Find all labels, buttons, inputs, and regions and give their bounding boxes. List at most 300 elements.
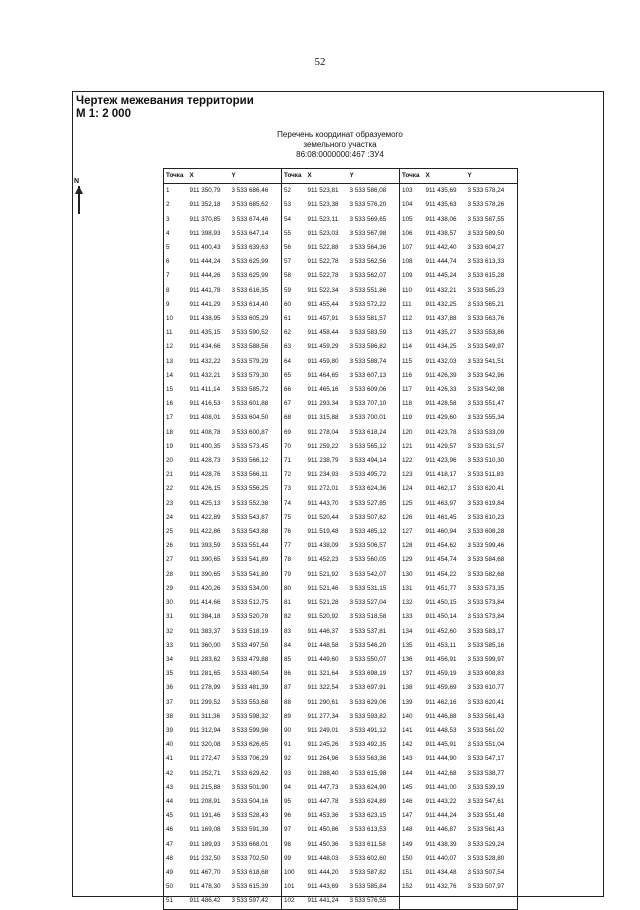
x-coordinate-cell: 911 438,57: [425, 229, 457, 237]
x-coordinate-cell: 911 411,14: [189, 386, 221, 394]
y-coordinate-cell: 3 533 527,85: [349, 499, 387, 507]
x-coordinate-cell: 911 521,28: [307, 599, 339, 607]
y-coordinate-cell: 3 533 510,30: [467, 457, 505, 465]
x-coordinate-cell: 911 422,86: [189, 528, 221, 536]
point-number-cell: 78: [282, 553, 306, 567]
y-coordinate-cell: 3 533 561,02: [467, 726, 505, 734]
y-coordinate-cell: 3 533 618,68: [231, 868, 269, 876]
y-coordinate-cell: 3 533 528,43: [231, 812, 269, 820]
point-number-cell: 61: [282, 312, 306, 326]
y-coordinate-cell: 3 533 479,88: [231, 655, 269, 663]
point-number-cell: 68: [282, 411, 306, 425]
y-coordinate-cell: 3 533 685,62: [231, 201, 269, 209]
y-coordinate-cell: 3 533 543,88: [231, 528, 269, 536]
point-number-cell: 44: [166, 797, 174, 805]
x-coordinate-cell: 911 444,20: [307, 868, 339, 876]
point-number-cell: 9: [166, 300, 170, 308]
point-number-cell: 108: [400, 255, 424, 269]
x-coordinate-cell: 911 521,92: [307, 570, 339, 578]
point-number-cell: 17: [166, 414, 174, 422]
y-coordinate-cell: 3 533 550,07: [349, 655, 387, 663]
table-row: [164, 667, 518, 681]
y-coordinate-cell: 3 533 565,21: [467, 300, 505, 308]
x-coordinate-cell: 911 191,46: [189, 812, 221, 820]
point-number-cell: 64: [282, 355, 306, 369]
x-coordinate-cell: 911 451,77: [425, 584, 457, 592]
y-coordinate-cell: 3 533 702,50: [231, 854, 269, 862]
x-coordinate-cell: 911 423,78: [425, 428, 457, 436]
point-number-cell: 8: [166, 286, 170, 294]
x-coordinate-cell: 911 370,85: [189, 215, 221, 223]
point-number-cell: 99: [282, 852, 306, 866]
y-coordinate-cell: 3 533 581,57: [349, 315, 387, 323]
point-number-cell: 91: [282, 738, 306, 752]
point-number-cell: 19: [166, 442, 174, 450]
x-coordinate-cell: 911 208,91: [189, 797, 221, 805]
point-number-cell: 100: [282, 866, 306, 880]
y-coordinate-cell: 3 533 587,82: [349, 868, 387, 876]
point-number-cell: 152: [400, 880, 424, 894]
y-coordinate-cell: 3 533 541,51: [467, 357, 505, 365]
x-coordinate-cell: 911 443,22: [425, 797, 457, 805]
x-coordinate-cell: 911 272,47: [189, 755, 221, 763]
y-coordinate-cell: 3 533 531,57: [467, 442, 505, 450]
y-coordinate-cell: 3 533 598,32: [231, 712, 269, 720]
point-number-cell: 90: [282, 724, 306, 738]
y-coordinate-cell: 3 533 506,57: [349, 542, 387, 550]
y-coordinate-cell: 3 533 495,72: [349, 471, 387, 479]
header-x: X: [306, 169, 348, 184]
x-coordinate-cell: 911 521,46: [307, 584, 339, 592]
point-number-cell: 124: [400, 482, 424, 496]
y-coordinate-cell: 3 533 518,19: [231, 627, 269, 635]
point-number-cell: 139: [400, 696, 424, 710]
x-coordinate-cell: 911 450,15: [425, 599, 457, 607]
point-number-cell: 15: [166, 386, 174, 394]
y-coordinate-cell: 3 533 647,14: [231, 229, 269, 237]
point-number-cell: 127: [400, 525, 424, 539]
x-coordinate-cell: 911 454,74: [425, 556, 457, 564]
point-number-cell: 87: [282, 681, 306, 695]
table-row: [164, 852, 518, 866]
point-number-cell: 57: [282, 255, 306, 269]
y-coordinate-cell: 3 533 706,29: [231, 755, 269, 763]
point-number-cell: 32: [166, 627, 174, 635]
header-y: Y: [466, 169, 518, 184]
point-number-cell: 109: [400, 269, 424, 283]
y-coordinate-cell: 3 533 698,19: [349, 670, 387, 678]
x-coordinate-cell: 911 447,73: [307, 783, 339, 791]
y-coordinate-cell: 3 533 533,09: [467, 428, 505, 436]
y-coordinate-cell: 3 533 579,30: [231, 371, 269, 379]
x-coordinate-cell: 911 249,01: [307, 726, 339, 734]
point-number-cell: 70: [282, 440, 306, 454]
x-coordinate-cell: 911 444,24: [425, 812, 457, 820]
y-coordinate-cell: 3 533 528,80: [467, 854, 505, 862]
point-number-cell: 131: [400, 582, 424, 596]
page-number: 52: [314, 56, 326, 68]
point-number-cell: 29: [166, 584, 174, 592]
point-number-cell: 28: [166, 570, 174, 578]
y-coordinate-cell: 3 533 546,20: [349, 641, 387, 649]
point-number-cell: 80: [282, 582, 306, 596]
point-number-cell: 10: [166, 315, 174, 323]
x-coordinate-cell: 911 288,40: [307, 769, 339, 777]
y-coordinate-cell: 3 533 491,12: [349, 726, 387, 734]
table-row: [164, 625, 518, 639]
x-coordinate-cell: 911 454,62: [425, 542, 457, 550]
x-coordinate-cell: 911 435,15: [189, 329, 221, 337]
y-coordinate-cell: 3 533 512,75: [231, 599, 269, 607]
y-coordinate-cell: 3 533 707,10: [349, 400, 387, 408]
y-coordinate-cell: 3 533 624,36: [349, 485, 387, 493]
y-coordinate-cell: 3 533 610,23: [467, 513, 505, 521]
y-coordinate-cell: 3 533 567,98: [349, 229, 387, 237]
caption-line-1: Перечень координат образуемого: [277, 130, 403, 139]
x-coordinate-cell: 911 418,17: [425, 471, 457, 479]
y-coordinate-cell: 3 533 553,86: [467, 329, 505, 337]
x-coordinate-cell: 911 234,93: [307, 471, 339, 479]
point-number-cell: 129: [400, 553, 424, 567]
table-row: [164, 213, 518, 227]
y-coordinate-cell: 3 533 542,07: [349, 570, 387, 578]
point-number-cell: 40: [166, 741, 174, 749]
y-coordinate-cell: 3 533 562,07: [349, 272, 387, 280]
x-coordinate-cell: 911 454,22: [425, 570, 457, 578]
point-number-cell: 142: [400, 738, 424, 752]
y-coordinate-cell: [466, 894, 518, 909]
x-coordinate-cell: 911 467,70: [189, 868, 221, 876]
header-y: Y: [230, 169, 282, 184]
point-number-cell: 147: [400, 809, 424, 823]
point-number-cell: 26: [166, 542, 174, 550]
y-coordinate-cell: 3 533 624,89: [349, 797, 387, 805]
table-row: [164, 582, 518, 596]
x-coordinate-cell: 911 522,88: [307, 244, 339, 252]
x-coordinate-cell: 911 264,96: [307, 755, 339, 763]
x-coordinate-cell: 911 446,88: [425, 712, 457, 720]
x-coordinate-cell: 911 435,63: [425, 201, 457, 209]
y-coordinate-cell: 3 533 586,82: [349, 343, 387, 351]
x-coordinate-cell: 911 428,58: [425, 400, 457, 408]
y-coordinate-cell: 3 533 613,53: [349, 826, 387, 834]
point-number-cell: 75: [282, 511, 306, 525]
point-number-cell: 81: [282, 596, 306, 610]
x-coordinate-cell: 911 416,53: [189, 400, 221, 408]
y-coordinate-cell: 3 533 585,16: [467, 641, 505, 649]
x-coordinate-cell: 911 522,78: [307, 272, 339, 280]
point-number-cell: 143: [400, 752, 424, 766]
y-coordinate-cell: 3 533 563,76: [467, 315, 505, 323]
x-coordinate-cell: 911 429,60: [425, 414, 457, 422]
y-coordinate-cell: 3 533 572,22: [349, 300, 387, 308]
x-coordinate-cell: 911 434,25: [425, 343, 457, 351]
y-coordinate-cell: 3 533 564,36: [349, 244, 387, 252]
table-row: [164, 696, 518, 710]
x-coordinate-cell: 911 426,33: [425, 386, 457, 394]
y-coordinate-cell: 3 533 562,56: [349, 258, 387, 266]
point-number-cell: 43: [166, 783, 174, 791]
y-coordinate-cell: 3 533 586,08: [349, 187, 387, 195]
point-number-cell: 55: [282, 227, 306, 241]
x-coordinate-cell: 911 423,96: [425, 457, 457, 465]
point-number-cell: 77: [282, 539, 306, 553]
table-row: [164, 241, 518, 255]
point-number-cell: 65: [282, 369, 306, 383]
table-row: [164, 369, 518, 383]
point-number-cell: 89: [282, 710, 306, 724]
point-number-cell: 132: [400, 596, 424, 610]
y-coordinate-cell: 3 533 610,77: [467, 684, 505, 692]
y-coordinate-cell: 3 533 668,01: [231, 840, 269, 848]
x-coordinate-cell: 911 450,36: [307, 840, 339, 848]
x-coordinate-cell: 911 456,91: [425, 655, 457, 663]
table-row: [164, 681, 518, 695]
y-coordinate-cell: 3 533 504,16: [231, 797, 269, 805]
point-number-cell: [400, 894, 424, 909]
x-coordinate-cell: 911 444,90: [425, 755, 457, 763]
point-number-cell: 134: [400, 625, 424, 639]
y-coordinate-cell: 3 533 585,84: [349, 883, 387, 891]
point-number-cell: 92: [282, 752, 306, 766]
table-row: [164, 468, 518, 482]
y-coordinate-cell: 3 533 626,65: [231, 741, 269, 749]
x-coordinate-cell: 911 450,86: [307, 826, 339, 834]
point-number-cell: 34: [166, 655, 174, 663]
x-coordinate-cell: 911 432,03: [425, 357, 457, 365]
point-number-cell: 39: [166, 726, 174, 734]
point-number-cell: 101: [282, 880, 306, 894]
x-coordinate-cell: 911 398,93: [189, 229, 221, 237]
x-coordinate-cell: 911 435,27: [425, 329, 457, 337]
point-number-cell: 73: [282, 482, 306, 496]
point-number-cell: 1: [166, 187, 170, 195]
y-coordinate-cell: 3 533 518,58: [349, 613, 387, 621]
point-number-cell: 18: [166, 428, 174, 436]
x-coordinate-cell: 911 299,52: [189, 698, 221, 706]
y-coordinate-cell: 3 533 527,04: [349, 599, 387, 607]
point-number-cell: 107: [400, 241, 424, 255]
point-number-cell: 117: [400, 383, 424, 397]
x-coordinate-cell: 911 447,78: [307, 797, 339, 805]
coordinates-table: [163, 168, 518, 910]
x-coordinate-cell: 911 434,66: [189, 343, 221, 351]
point-number-cell: 83: [282, 625, 306, 639]
point-number-cell: 13: [166, 357, 174, 365]
y-coordinate-cell: 3 533 599,98: [231, 726, 269, 734]
point-number-cell: 76: [282, 525, 306, 539]
point-number-cell: 93: [282, 767, 306, 781]
x-coordinate-cell: 911 278,04: [307, 428, 339, 436]
table-row: [164, 752, 518, 766]
x-coordinate-cell: 911 290,61: [307, 698, 339, 706]
y-coordinate-cell: 3 533 547,61: [467, 797, 505, 805]
point-number-cell: 149: [400, 838, 424, 852]
x-coordinate-cell: 911 420,26: [189, 584, 221, 592]
point-number-cell: 63: [282, 340, 306, 354]
point-number-cell: 48: [166, 854, 174, 862]
y-coordinate-cell: 3 533 511,83: [467, 471, 504, 479]
x-coordinate-cell: 911 437,88: [425, 315, 457, 323]
x-coordinate-cell: 911 283,62: [189, 655, 221, 663]
x-coordinate-cell: 911 169,08: [189, 826, 221, 834]
table-row: [164, 440, 518, 454]
x-coordinate-cell: 911 462,16: [425, 698, 457, 706]
x-coordinate-cell: 911 238,79: [307, 457, 339, 465]
y-coordinate-cell: 3 533 584,68: [467, 556, 505, 564]
point-number-cell: 94: [282, 781, 306, 795]
table-row: [164, 894, 518, 909]
point-number-cell: 128: [400, 539, 424, 553]
y-coordinate-cell: 3 533 551,04: [467, 741, 505, 749]
x-coordinate-cell: 911 215,88: [189, 783, 221, 791]
table-row: [164, 426, 518, 440]
x-coordinate-cell: 911 277,34: [307, 712, 339, 720]
point-number-cell: 62: [282, 326, 306, 340]
x-coordinate-cell: 911 459,19: [425, 670, 457, 678]
x-coordinate-cell: 911 390,65: [189, 556, 221, 564]
x-coordinate-cell: 911 435,69: [425, 187, 457, 195]
y-coordinate-cell: 3 533 608,28: [467, 528, 505, 536]
point-number-cell: 146: [400, 795, 424, 809]
x-coordinate-cell: 911 523,03: [307, 229, 339, 237]
table-row: [164, 411, 518, 425]
y-coordinate-cell: 3 533 624,90: [349, 783, 387, 791]
table-row: [164, 454, 518, 468]
y-coordinate-cell: 3 533 608,83: [467, 670, 505, 678]
point-number-cell: 24: [166, 513, 174, 521]
point-number-cell: 5: [166, 244, 170, 252]
y-coordinate-cell: 3 533 541,89: [231, 556, 269, 564]
x-coordinate-cell: 911 458,44: [307, 329, 339, 337]
header-point: Точка: [282, 169, 306, 184]
y-coordinate-cell: 3 533 542,98: [467, 386, 505, 394]
table-row: [164, 525, 518, 539]
point-number-cell: 7: [166, 272, 170, 280]
x-coordinate-cell: 911 450,14: [425, 613, 457, 621]
y-coordinate-cell: 3 533 565,23: [467, 286, 505, 294]
x-coordinate-cell: 911 452,23: [307, 556, 339, 564]
table-row: [164, 809, 518, 823]
x-coordinate-cell: 911 293,34: [307, 400, 339, 408]
x-coordinate-cell: 911 448,53: [425, 726, 457, 734]
y-coordinate-cell: 3 533 629,06: [349, 698, 387, 706]
point-number-cell: 27: [166, 556, 174, 564]
point-number-cell: 37: [166, 698, 174, 706]
y-coordinate-cell: 3 533 607,13: [349, 371, 387, 379]
point-number-cell: 53: [282, 198, 306, 212]
x-coordinate-cell: 911 444,26: [189, 272, 221, 280]
x-coordinate-cell: 911 259,22: [307, 442, 339, 450]
north-label: N: [74, 178, 80, 185]
point-number-cell: 119: [400, 411, 424, 425]
point-number-cell: 141: [400, 724, 424, 738]
point-number-cell: 97: [282, 823, 306, 837]
x-coordinate-cell: 911 455,44: [307, 300, 339, 308]
table-row: [164, 184, 518, 199]
y-coordinate-cell: 3 533 494,14: [349, 457, 387, 465]
x-coordinate-cell: 911 448,03: [307, 854, 339, 862]
x-coordinate-cell: 911 520,92: [307, 613, 339, 621]
x-coordinate-cell: 911 393,59: [189, 542, 221, 550]
x-coordinate-cell: 911 245,26: [307, 741, 339, 749]
point-number-cell: 130: [400, 568, 424, 582]
table-row: [164, 497, 518, 511]
point-number-cell: 88: [282, 696, 306, 710]
y-coordinate-cell: 3 533 565,12: [349, 442, 387, 450]
header-x: X: [424, 169, 466, 184]
point-number-cell: 21: [166, 471, 174, 479]
x-coordinate-cell: 911 312,94: [189, 726, 221, 734]
y-coordinate-cell: 3 533 629,62: [231, 769, 269, 777]
y-coordinate-cell: 3 533 700,01: [349, 414, 387, 422]
y-coordinate-cell: 3 533 529,24: [467, 840, 505, 848]
table-header-row: [164, 169, 518, 184]
table-row: [164, 795, 518, 809]
table-row: [164, 482, 518, 496]
x-coordinate-cell: 911 400,35: [189, 442, 221, 450]
table-row: [164, 710, 518, 724]
x-coordinate-cell: 911 441,78: [189, 286, 221, 294]
x-coordinate-cell: 911 452,60: [425, 627, 457, 635]
x-coordinate-cell: 911 390,65: [189, 570, 221, 578]
x-coordinate-cell: 911 523,38: [307, 201, 339, 209]
x-coordinate-cell: 911 522,78: [307, 258, 339, 266]
point-number-cell: 82: [282, 610, 306, 624]
y-coordinate-cell: 3 533 590,52: [231, 329, 269, 337]
point-number-cell: 36: [166, 684, 174, 692]
x-coordinate-cell: 911 320,08: [189, 741, 221, 749]
y-coordinate-cell: 3 533 566,12: [231, 457, 269, 465]
y-coordinate-cell: 3 533 582,68: [467, 570, 505, 578]
y-coordinate-cell: 3 533 615,39: [231, 883, 269, 891]
point-number-cell: 54: [282, 213, 306, 227]
point-number-cell: 138: [400, 681, 424, 695]
y-coordinate-cell: 3 533 552,38: [231, 499, 269, 507]
point-number-cell: 30: [166, 599, 174, 607]
point-number-cell: 11: [166, 329, 173, 337]
north-arrow-line: [78, 186, 80, 214]
point-number-cell: 121: [400, 440, 424, 454]
point-number-cell: 144: [400, 767, 424, 781]
point-number-cell: 12: [166, 343, 174, 351]
point-number-cell: 103: [400, 184, 424, 199]
point-number-cell: 52: [282, 184, 306, 199]
point-number-cell: 4: [166, 229, 170, 237]
x-coordinate-cell: 911 486,42: [189, 897, 221, 905]
x-coordinate-cell: 911 464,65: [307, 371, 339, 379]
y-coordinate-cell: 3 533 542,96: [467, 371, 505, 379]
point-number-cell: 46: [166, 826, 174, 834]
y-coordinate-cell: 3 533 597,42: [231, 897, 269, 905]
point-number-cell: 136: [400, 653, 424, 667]
y-coordinate-cell: 3 533 501,90: [231, 783, 269, 791]
x-coordinate-cell: 911 189,93: [189, 840, 221, 848]
point-number-cell: 49: [166, 868, 174, 876]
y-coordinate-cell: 3 533 549,97: [467, 343, 505, 351]
table-row: [164, 539, 518, 553]
y-coordinate-cell: 3 533 674,46: [231, 215, 269, 223]
point-number-cell: 150: [400, 852, 424, 866]
table-row: [164, 355, 518, 369]
point-number-cell: 58: [282, 269, 306, 283]
x-coordinate-cell: [424, 894, 466, 909]
table-row: [164, 553, 518, 567]
x-coordinate-cell: 911 462,17: [425, 485, 457, 493]
y-coordinate-cell: 3 533 604,27: [467, 244, 505, 252]
point-number-cell: 35: [166, 670, 174, 678]
x-coordinate-cell: 911 432,76: [425, 883, 457, 891]
